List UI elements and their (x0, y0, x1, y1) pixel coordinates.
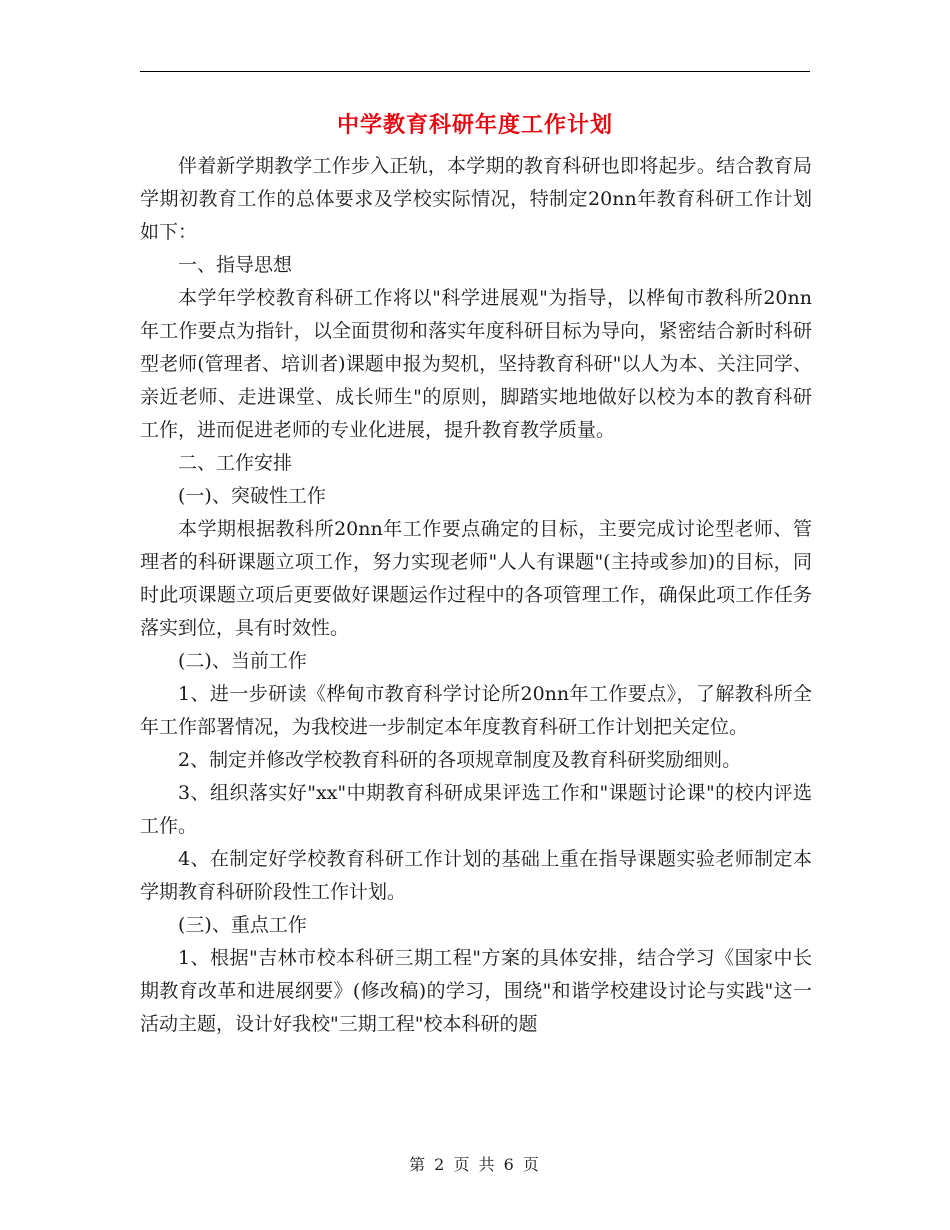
intro-paragraph: 伴着新学期教学工作步入正轨，本学期的教育科研也即将起步。结合教育局学期初教育工作的总体要求及学校实际情况，特制定20nn年教育科研工作计划如下： (140, 155, 812, 243)
subheading-breakthrough-work: (一)、突破性工作 (178, 485, 326, 507)
breakthrough-work-paragraph: 本学期根据教科所20nn年工作要点确定的目标，主要完成讨论型老师、管理者的科研课题立项工作，努力实现老师"人人有课题"(主持或参加)的目标，同时此项课题立项后更要做好课题运作过程中的各项管理工作，确保此项工作任务落实到位，具有时效性。 (140, 518, 812, 639)
subheading-key-work: (三)、重点工作 (178, 914, 307, 936)
current-work-item-4: 4、在制定好学校教育科研工作计划的基础上重在指导课题实验老师制定本学期教育科研阶段性工作计划。 (140, 848, 812, 903)
current-work-item-1: 1、进一步研读《桦甸市教育科学讨论所20nn年工作要点》，了解教科所全年工作部署情况，为我校进一步制定本年度教育科研工作计划把关定位。 (140, 683, 812, 738)
section-heading-guiding-thought: 一、指导思想 (178, 254, 293, 276)
document-body (140, 150, 812, 1041)
document-title: 中学教育科研年度工作计划 (336, 112, 613, 138)
current-work-item-3: 3、组织落实好"xx"中期教育科研成果评选工作和"课题讨论课"的校内评选工作。 (140, 782, 812, 837)
page-number-footer: 第 2 页 共 6 页 (409, 1155, 541, 1174)
guiding-thought-paragraph: 本学年学校教育科研工作将以"科学进展观"为指导，以桦甸市教科所20nn年工作要点为指针，以全面贯彻和落实年度科研目标为导向，紧密结合新时科研型老师(管理者、培训者)课题申报为契机，坚持教育科研"以人为本、关注同学、亲近老师、走进课堂、成长师生"的原则，脚踏实地地做好以校为本的教育科研工作，进而促进老师的专业化进展，提升教育教学质量。 (140, 287, 812, 441)
header-rule (140, 71, 810, 72)
subheading-current-work: (二)、当前工作 (178, 650, 307, 672)
current-work-item-2: 2、制定并修改学校教育科研的各项规章制度及教育科研奖励细则。 (178, 749, 742, 771)
section-heading-work-arrangement: 二、工作安排 (178, 452, 293, 474)
key-work-item-1: 1、根据"吉林市校本科研三期工程"方案的具体安排，结合学习《国家中长期教育改革和进展纲要》(修改稿)的学习，围绕"和谐学校建设讨论与实践"这一活动主题，设计好我校"三期工程"校本科研的题 (140, 947, 812, 1035)
